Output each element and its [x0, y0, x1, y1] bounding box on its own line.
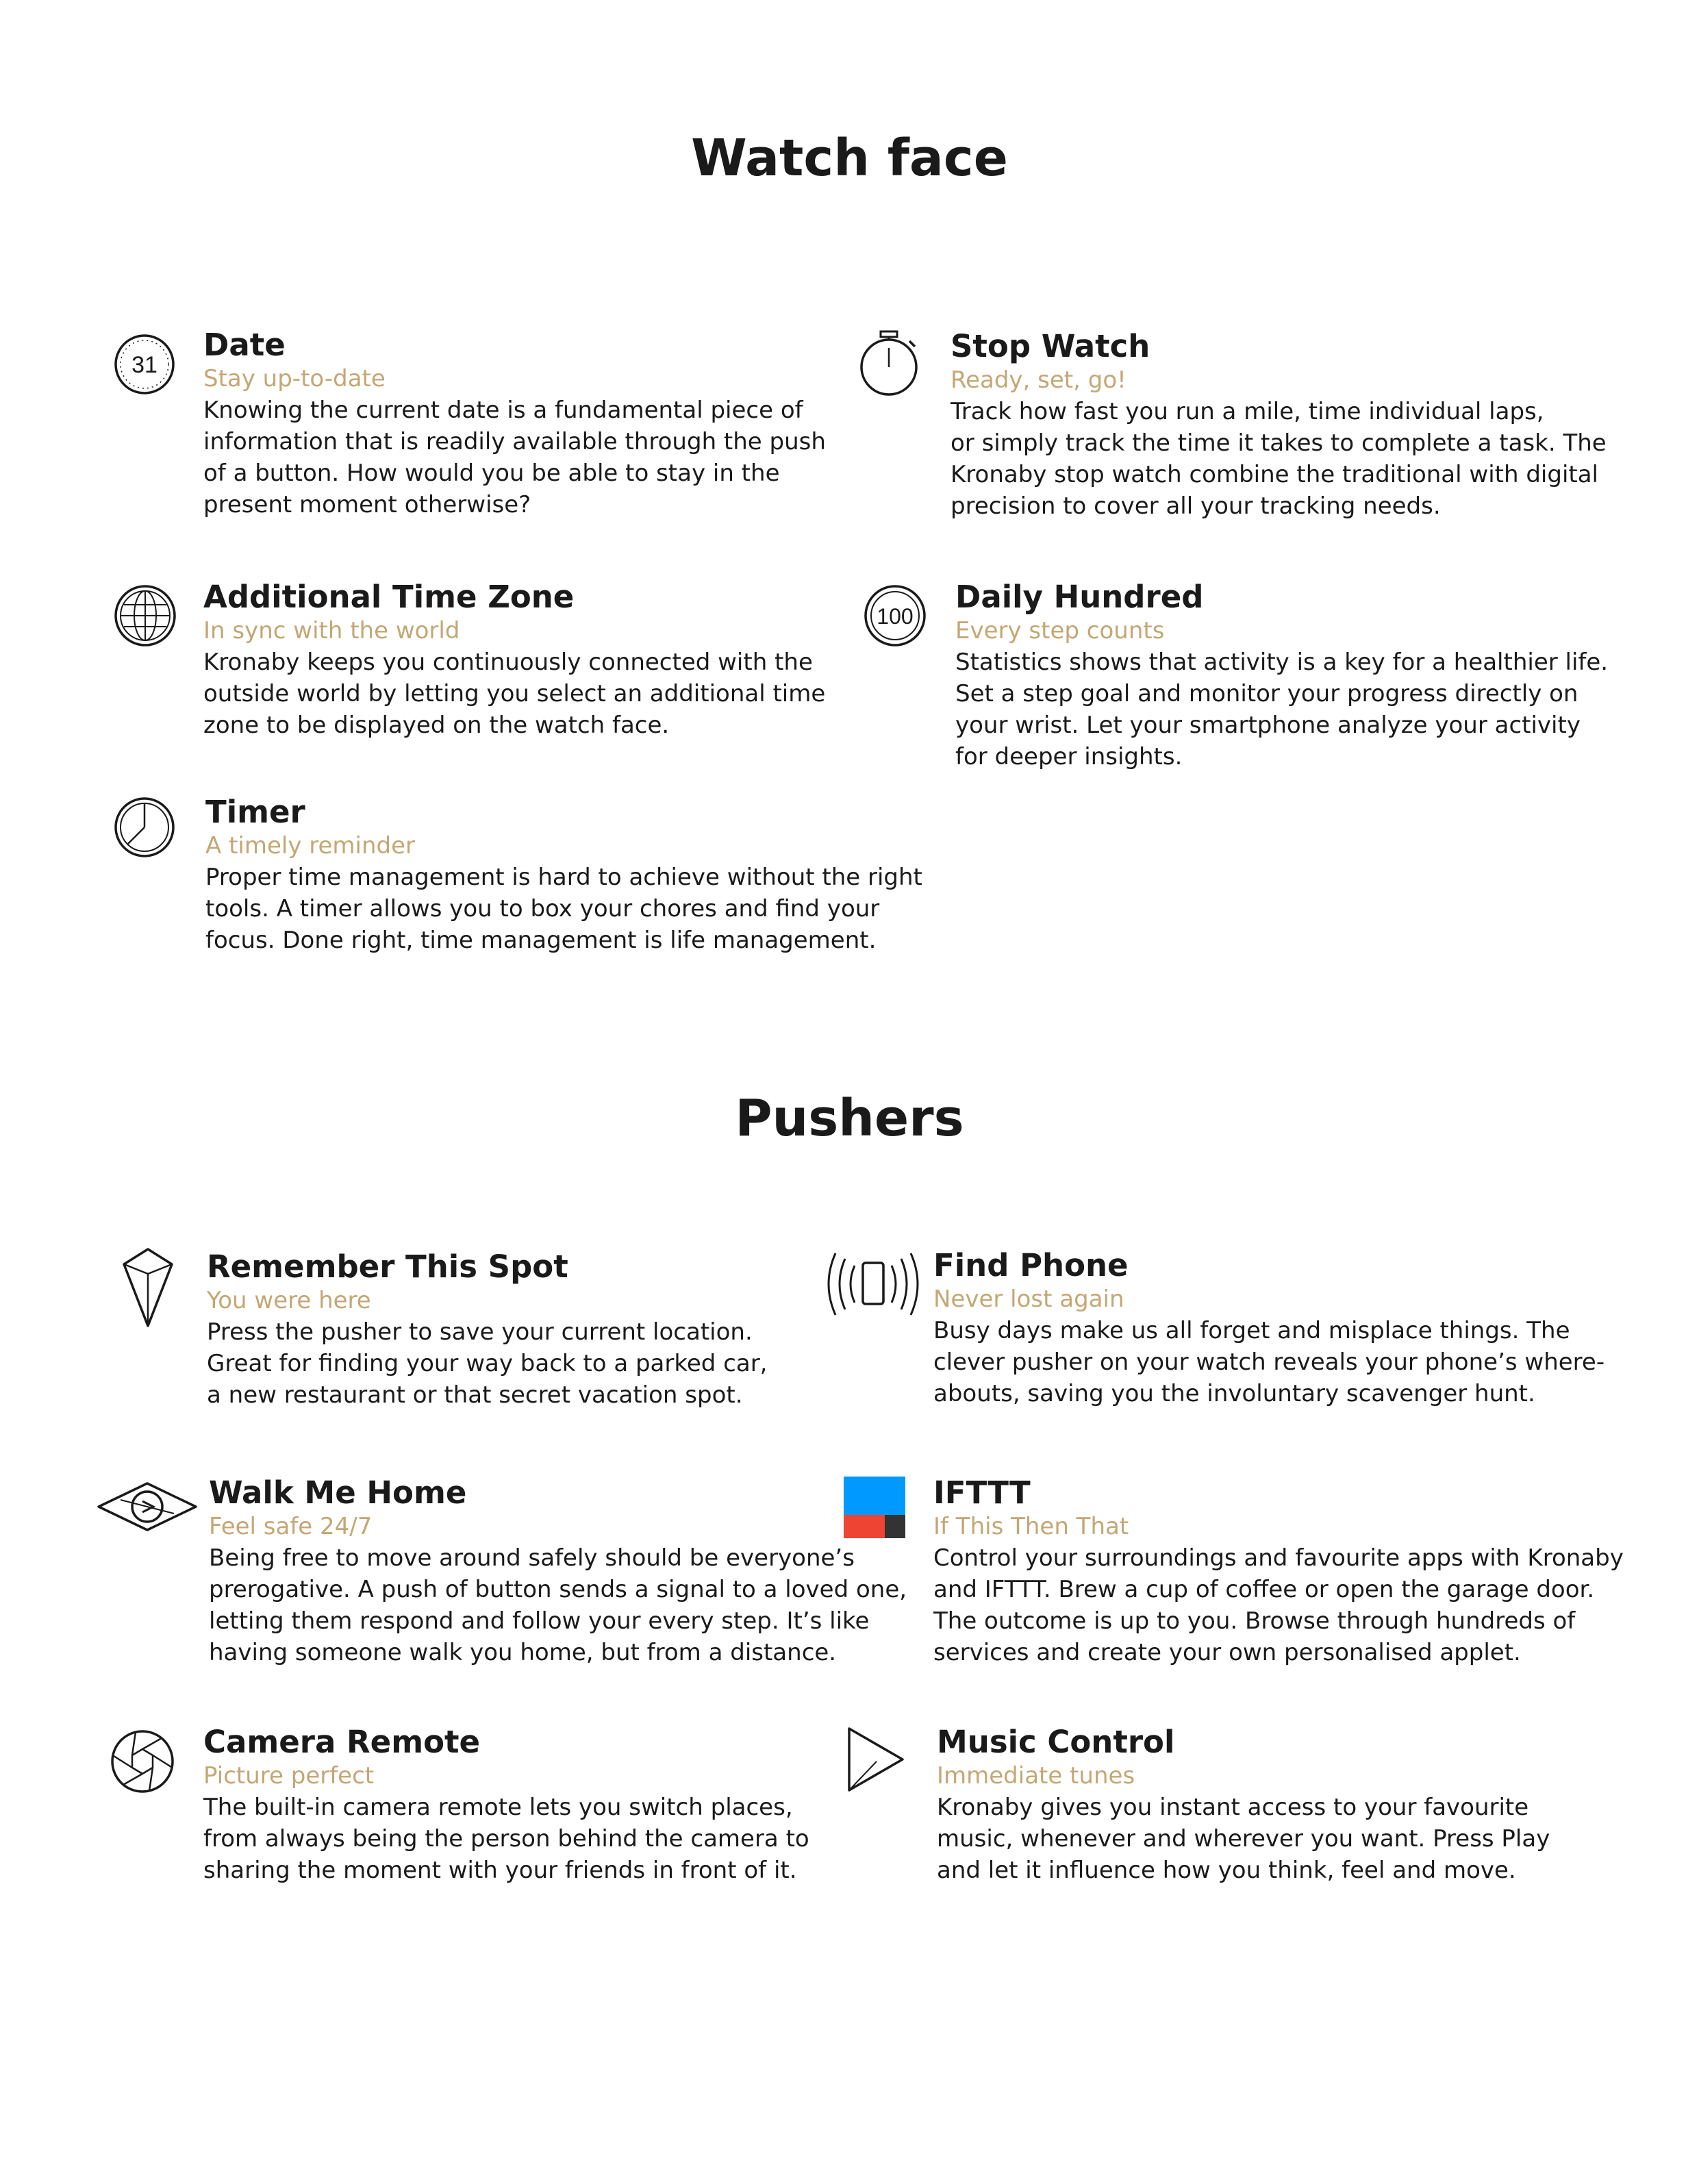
date-icon-number: 31 — [131, 352, 158, 378]
feature-description-line: from always being the person behind the camera to — [203, 1825, 809, 1853]
feature-subtitle: If This Then That — [933, 1513, 1129, 1540]
eye-icon — [96, 1479, 199, 1534]
feature-description-line: having someone walk you home, but from a distance. — [209, 1639, 837, 1666]
feature-title: Camera Remote — [203, 1724, 481, 1760]
feature-description-line: Being free to move around safely should be everyone’s — [209, 1544, 855, 1572]
feature-description-line: information that is readily available through the push — [203, 428, 826, 455]
feature-description-line: clever pusher on your watch reveals your phone’s where- — [933, 1348, 1605, 1376]
feature-description-line: precision to cover all your tracking needs. — [951, 492, 1441, 520]
feature-description-line: Track how fast you run a mile, time individual laps, — [951, 398, 1544, 425]
feature-description-line: Proper time management is hard to achieve without the right — [205, 864, 922, 891]
feature-description-line: Set a step goal and monitor your progress directly on — [955, 680, 1578, 707]
ifttt-logo-bottom-left-block — [844, 1515, 885, 1538]
feature-description-line: services and create your own personalised applet. — [933, 1639, 1521, 1666]
feature-description-line: of a button. How would you be able to stay in the — [203, 460, 780, 487]
feature-description-line: Great for finding your way back to a parked car, — [207, 1350, 768, 1377]
feature-description-line: Busy days make us all forget and misplace things. The — [933, 1317, 1570, 1344]
feature-description-line: zone to be displayed on the watch face. — [203, 712, 670, 739]
feature-description-line: or simply track the time it takes to complete a task. The — [951, 429, 1607, 457]
feature-subtitle: Immediate tunes — [937, 1762, 1135, 1790]
location-pin-icon — [121, 1246, 175, 1329]
feature-title: Timer — [205, 794, 305, 830]
ifttt-logo-top-block — [844, 1477, 905, 1515]
feature-description-line: a new restaurant or that secret vacation spot. — [207, 1381, 743, 1409]
feature-description-line: tools. A timer allows you to box your chores and find your — [205, 895, 880, 922]
ifttt-logo-bottom-right-block — [885, 1515, 905, 1538]
feature-description-line: The outcome is up to you. Browse through hundreds of — [933, 1607, 1576, 1635]
feature-description-line: and let it influence how you think, feel and move. — [937, 1857, 1516, 1884]
feature-title: Find Phone — [933, 1247, 1129, 1283]
feature-description-line: abouts, saving you the involuntary scavenger hunt. — [933, 1380, 1535, 1407]
feature-camera-remote — [203, 1724, 809, 1886]
feature-daily-hundred — [955, 579, 1608, 773]
feature-description-line: present moment otherwise? — [203, 491, 531, 518]
feature-description-line: letting them respond and follow your every step. It’s like — [209, 1607, 870, 1635]
feature-title: Date — [203, 327, 286, 363]
feature-description-line: your wrist. Let your smartphone analyze your activity — [955, 712, 1581, 739]
section-title-pushers: Pushers — [735, 1089, 964, 1148]
feature-description-line: Control your surroundings and favourite apps with Kronaby — [933, 1544, 1624, 1572]
feature-title: Additional Time Zone — [203, 579, 575, 615]
feature-date — [203, 327, 826, 520]
feature-title: Remember This Spot — [207, 1248, 568, 1285]
feature-timer — [205, 794, 922, 956]
feature-subtitle: Picture perfect — [203, 1762, 375, 1790]
feature-description-line: The built-in camera remote lets you switch places, — [203, 1794, 793, 1821]
daily-hundred-icon — [863, 583, 927, 648]
feature-title: Stop Watch — [951, 328, 1150, 364]
camera-aperture-icon — [110, 1729, 175, 1794]
feature-title: IFTTT — [933, 1474, 1031, 1511]
stopwatch-icon — [856, 327, 924, 397]
feature-description-line: and IFTTT. Brew a cup of coffee or open the garage door. — [933, 1576, 1595, 1603]
feature-subtitle: Never lost again — [933, 1285, 1124, 1313]
calendar-date-icon — [113, 333, 176, 396]
timer-icon — [113, 796, 176, 859]
feature-description-line: Kronaby keeps you continuously connected with the — [203, 649, 813, 676]
ifttt-logo-icon — [844, 1477, 905, 1538]
section-title-watch-face: Watch face — [691, 129, 1008, 188]
feature-title: Daily Hundred — [955, 579, 1204, 615]
feature-description-line: music, whenever and wherever you want. Press Play — [937, 1825, 1550, 1853]
feature-description-line: Knowing the current date is a fundamental piece of — [203, 397, 803, 424]
feature-description-line: Press the pusher to save your current location. — [207, 1318, 753, 1346]
feature-music-control — [937, 1724, 1550, 1886]
feature-subtitle: Ready, set, go! — [951, 366, 1127, 394]
feature-title: Walk Me Home — [209, 1474, 467, 1511]
feature-subtitle: Stay up-to-date — [203, 365, 386, 392]
feature-subtitle: In sync with the world — [203, 617, 460, 644]
feature-description-line: focus. Done right, time management is life management. — [205, 927, 877, 954]
feature-description-line: Statistics shows that activity is a key for a healthier life. — [955, 649, 1609, 676]
feature-walk-me-home — [209, 1475, 907, 1668]
play-icon — [846, 1726, 905, 1793]
daily-hundred-icon-number: 100 — [877, 604, 914, 629]
feature-find-phone — [933, 1248, 1604, 1409]
feature-description-line: Kronaby stop watch combine the traditional with digital — [951, 461, 1599, 488]
feature-subtitle: Feel safe 24/7 — [209, 1513, 373, 1540]
feature-remember-this-spot — [207, 1249, 767, 1411]
feature-title: Music Control — [937, 1724, 1175, 1760]
feature-subtitle: Every step counts — [955, 617, 1165, 644]
globe-icon — [113, 583, 177, 648]
feature-subtitle: You were here — [207, 1287, 371, 1314]
feature-description-line: for deeper insights. — [955, 743, 1183, 770]
feature-subtitle: A timely reminder — [205, 832, 415, 859]
feature-stop-watch — [951, 329, 1607, 522]
find-phone-icon — [827, 1251, 919, 1318]
feature-additional-time-zone — [203, 579, 825, 741]
feature-description-line: sharing the moment with your friends in front of it. — [203, 1857, 797, 1884]
feature-description-line: Kronaby gives you instant access to your favourite — [937, 1794, 1529, 1821]
feature-description-line: prerogative. A push of button sends a signal to a loved one, — [209, 1576, 907, 1603]
feature-description-line: outside world by letting you select an additional time — [203, 680, 826, 707]
feature-ifttt — [933, 1475, 1624, 1668]
